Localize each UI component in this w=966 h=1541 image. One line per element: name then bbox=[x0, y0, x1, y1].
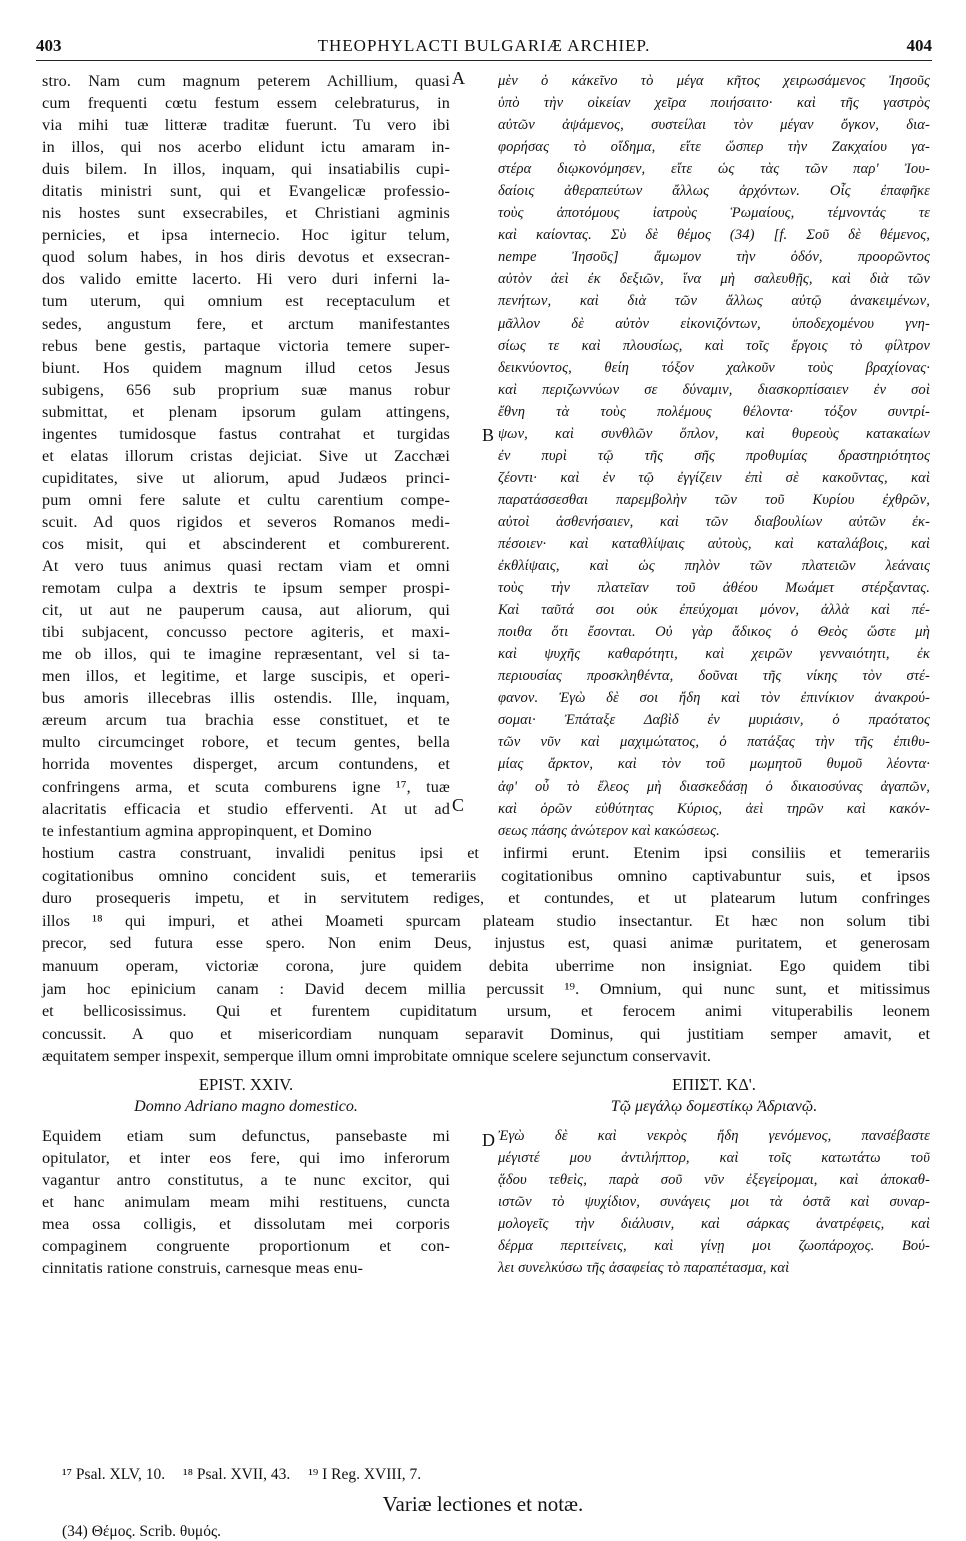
section-marker-a: A bbox=[452, 68, 465, 88]
latin-bottom-line: cinnitatis ratione construis, carnesque meas enu- bbox=[42, 1259, 364, 1278]
latin-top-line: æreum arcum tua brachia esse constituet, et te bbox=[42, 711, 450, 730]
latin-top-line: cit, ut aut ne pauperum causa, aut aliorum, qui bbox=[42, 601, 450, 620]
greek-top-line: αὐτοὶ ἀσθενήσαιεν, καὶ τῶν διαβουλίων αὐτῶν ἐκ- bbox=[498, 513, 930, 530]
greek-bottom-line: Ἐγὼ δὲ καὶ νεκρὸς ἤδη γενόμενος, πανσέβαστε bbox=[498, 1128, 930, 1144]
latin-bottom-line: et hanc animulam meam mihi restituens, cuncta bbox=[42, 1193, 450, 1212]
latin-bottom-line: Equidem etiam sum defunctus, pansebaste mi bbox=[42, 1127, 450, 1145]
latin-top-line: biunt. Hos quidem magnum illud cetos Jesus bbox=[42, 358, 450, 377]
latin-top-line: scuit. Ad quos rigidos et severos Romanos medi- bbox=[42, 512, 450, 531]
latin-column-bottom bbox=[42, 1125, 450, 1279]
latin-top-line: stro. Nam cum magnum peterem Achillium, quasi bbox=[42, 72, 450, 90]
variae-lectiones-heading: Variæ lectiones et notæ. bbox=[382, 1492, 584, 1516]
latin-top-line: At vero tuus animus quasi rectam viam et omni bbox=[42, 557, 450, 576]
latin-bottom-line: opitulator, et inter eos fere, qui imo inferorum bbox=[42, 1149, 450, 1168]
latin-top-line: dos valido emitte lacerto. Hi vero duri inferni la- bbox=[42, 270, 450, 289]
greek-top-line: μὲν ὁ κάκεῖνο τὸ μέγα κῆτος χειρωσάμενος Ἰησοῦς bbox=[498, 73, 930, 89]
latin-top-line: pernicies, et ipsa internecio. Hoc igitur telum, bbox=[42, 226, 450, 245]
greek-top-line: πέσοιεν· καὶ καταθλίψαις αὐτοὺς, καὶ καταλάβοις, καὶ bbox=[498, 535, 930, 552]
footnotes bbox=[62, 1466, 435, 1484]
greek-bottom-line: ιστῶν τὸ ψυχίδιον, συνάγεις μοι τὰ ὀστᾶ καὶ συναρ- bbox=[498, 1194, 930, 1211]
greek-top-line: δεικνύοντος, θείη τόξον χαλκοῦν τοὺς βραχίονας· bbox=[498, 359, 930, 376]
greek-top-line: σίως τε καὶ πλουσίως, καὶ τοῖς ἔργοις τὸ φίλτρον bbox=[498, 337, 930, 354]
greek-top-line: αὐτὸν ἀεὶ ἐκ δεξιῶν, ἵνα μὴ σαλευθῇς, καὶ διὰ τῶν bbox=[498, 271, 930, 288]
greek-top-line: ζέοντι· καὶ ἐν τῷ ἐγγίζειν ἐπὶ σὲ κακοῦντας, καὶ bbox=[498, 469, 930, 486]
page-number-left: 403 bbox=[36, 36, 62, 55]
greek-bottom-line: μολογεῖς τὴν διάλυσιν, καὶ σάρκας ἀνατρέφεις, καὶ bbox=[498, 1216, 930, 1233]
greek-top-line: ὑπὸ τὴν οἰκείαν χεῖρα ποιήσαιτο· καὶ τῆς γαστρὸς bbox=[498, 95, 930, 112]
latin-full-line: æquitatem semper inspexit, semperque illum omni improbitate omnique scelere sejunctum conservavit. bbox=[42, 1047, 711, 1066]
latin-top-line: me ob illos, qui te imagine repræsentant, vel si ta- bbox=[42, 645, 450, 664]
running-header bbox=[36, 36, 932, 61]
latin-epistle-title: EPIST. XXIV. bbox=[198, 1075, 294, 1094]
greek-top-line: φορήσας τὸ οἴδημα, εἴτε ὥσπερ τὴν Ζακχαίου γα- bbox=[498, 139, 930, 156]
page-number-right: 404 bbox=[906, 36, 932, 55]
latin-top-line: te infestantium agmina appropinquent, et Domino bbox=[42, 821, 372, 840]
latin-full-line: manuum operam, victoriæ corona, jure quidem debita uberrime non insigniat. Ego quidem tibi bbox=[42, 956, 930, 975]
latin-epistle-recipient: Domno Adriano magno domestico. bbox=[134, 1098, 358, 1115]
section-marker-c: C bbox=[452, 795, 465, 815]
latin-top-line: cum frequenti cœtu festum essem celebraturus, in bbox=[42, 94, 450, 113]
running-title: THEOPHYLACTI BULGARIÆ ARCHIEP. bbox=[317, 36, 651, 55]
latin-full-width-text bbox=[42, 842, 930, 1068]
greek-top-line: ποιθα ὅτι ἔσονται. Οὐ γὰρ ἄδικος ὁ Θεὸς ὥστε μὴ bbox=[498, 624, 930, 641]
footnote-19: ¹⁹ I Reg. XVIII, 7. bbox=[308, 1466, 422, 1483]
footnote-17: ¹⁷ Psal. XLV, 10. bbox=[62, 1466, 166, 1483]
latin-top-line: quod solum habes, in hos diris devotus et exsecran- bbox=[42, 248, 450, 267]
greek-top-line: καὶ ψυχῆς καθαρότητι, καὶ χειρῶν γενναιότητι, ἐκ bbox=[498, 646, 930, 663]
latin-top-line: ditatis ministri sunt, qui et Evangelicæ professio- bbox=[42, 182, 450, 201]
latin-top-line: nis hostes sunt exsecrabiles, et Christiani agminis bbox=[42, 204, 450, 223]
latin-top-line: men illos, et legitime, et large suscipis, et operi- bbox=[42, 667, 450, 686]
latin-top-line: multo circumcinget robore, et tecum gentes, bella bbox=[42, 733, 450, 752]
greek-top-line: ἀφ' οὗ τὸ ἔλεος μὴ διασκεδάσῃ ὁ δικαιοσύνας ἀγαπῶν, bbox=[498, 778, 930, 795]
latin-full-line: illos ¹⁸ qui impuri, et athei Moameti spurcam plateam studio insectantur. Et hæc non solum tibi bbox=[42, 911, 930, 930]
latin-column-top bbox=[42, 70, 450, 842]
greek-top-line: σεως πάσης ἀνώτερον καὶ κακώσεως. bbox=[498, 822, 720, 839]
latin-top-line: cos misit, qui et abscinderent et comburerent. bbox=[42, 534, 450, 553]
latin-bottom-line: compaginem congruente proportionum et con- bbox=[42, 1237, 450, 1256]
greek-epistle-recipient: Τῷ μεγάλῳ δομεστίκῳ Ἀδριανῷ. bbox=[610, 1098, 818, 1115]
greek-top-line: μίας ἄρκτον, καὶ τὸν τοῦ μωμητοῦ θυμοῦ λέοντα· bbox=[498, 756, 930, 773]
latin-full-line: concussit. A quo et misericordiam nunquam separavit Dominus, qui justitiam semper amavit, et bbox=[42, 1024, 930, 1043]
greek-top-line: αὐτῶν ἀψάμενος, συστείλαι τὸν μέγαν ὄγκον, δια- bbox=[498, 117, 930, 134]
latin-full-line: duro prosequeris impetu, et in servitutem rediges, et contundes, et ut platearum lutum confringes bbox=[42, 889, 930, 908]
greek-column-bottom bbox=[498, 1125, 930, 1279]
greek-top-line: σομαι· Ἐπάταξε Δαβὶδ ἐν μυριάσιν, ὁ πραότατος bbox=[498, 712, 930, 729]
greek-top-line: ἐν πυρὶ τῷ τῆς σῆς προθυμίας δραστηριότητος bbox=[498, 447, 930, 464]
latin-top-line: cupiditates, sive ut aliorum, apud Judæos princi- bbox=[42, 468, 450, 487]
latin-top-line: alacritatis efficacia et studio efferventi. At ut ad bbox=[42, 799, 450, 818]
latin-full-line: et bellicosissimus. Qui et furentem cupiditatum ursum, et ferocem animi vituperabilis leonem bbox=[42, 1002, 930, 1021]
latin-full-line: precor, sed futura esse spero. Non enim Deus, injustus est, quasi animæ puritatem, et generosam bbox=[42, 934, 930, 953]
latin-top-line: tum uterum, qui omnium est receptaculum et bbox=[42, 292, 450, 311]
greek-top-line: τῶν νῦν καὶ μαχιμώτατος, ὁ πατάξας τὴν τῆς ἐπιθυ- bbox=[498, 734, 930, 751]
latin-top-line: via mihi tuæ litteræ traditæ fuerunt. Tu vero ibi bbox=[42, 116, 450, 135]
latin-top-line: bus amoris illecebras illis ostendis. Ille, inquam, bbox=[42, 689, 450, 708]
latin-top-line: ingentes tumidosque fastus contrahat et turgidas bbox=[42, 424, 450, 443]
latin-top-line: remotam culpa a dextris te ipsum semper prospi- bbox=[42, 579, 450, 598]
greek-top-line: nempe Ἰησοῦς] ἄμωμον τὴν ὁδόν, προορῶντος bbox=[498, 249, 930, 266]
greek-top-line: καὶ καίοντας. Σὺ δὲ θέμος (34) [f. Σοῦ δὲ θέμενος, bbox=[498, 227, 930, 244]
greek-top-line: πενήτων, καὶ διὰ τῶν ἄλλως αὐτῷ ἀνακειμένων, bbox=[498, 293, 930, 310]
greek-top-line: παρατάσσεσθαι παρεμβολὴν τῶν τοῦ Κυρίου ἐχθρῶν, bbox=[498, 491, 930, 508]
latin-top-line: subigens, 656 sub proprium suæ manus robur bbox=[42, 380, 450, 399]
greek-top-line: καὶ περιζωννύων σε δύναμιν, διασκορπίσαιεν ἐν σοὶ bbox=[498, 381, 930, 398]
greek-top-line: δαίοις ἀθεραπεύτων ἄλλως ἀρχόντων. Οἷς ἐπαφῆκε bbox=[498, 183, 930, 200]
greek-top-line: καὶ ὁρῶν εὐθύτητας Κύριος, ἀεὶ τηρῶν καὶ κακόν- bbox=[498, 800, 930, 817]
latin-top-line: submittat, et plenam ipsorum gulam attingens, bbox=[42, 402, 450, 421]
greek-top-line: στέρα διῳκονόμησεν, εἴτε ὡς τὰς τῶν παρ' Ἰου- bbox=[498, 161, 930, 178]
latin-top-line: rebus bene gestis, partaque victoria temere super- bbox=[42, 336, 450, 355]
latin-bottom-line: mea ossa colligis, et dissolutam mei corporis bbox=[42, 1215, 450, 1234]
latin-full-line: cogitationibus omnino concident suis, et temerariis cogitationibus omnino captivabuntur suis, et ipsos bbox=[42, 866, 930, 885]
latin-bottom-line: vagantur antro constitutus, a te nunc excitor, qui bbox=[42, 1171, 450, 1190]
greek-top-line: τοὺς τὴν πλατεῖαν τοῦ ἀθέου Μωάμετ στέρξαντας. bbox=[498, 580, 930, 597]
note-34: (34) Θέμος. Scrib. θυμός. bbox=[62, 1523, 221, 1540]
latin-top-line: pum omni fere salute et cultu carentium compe- bbox=[42, 490, 450, 509]
greek-bottom-line: λει συνελκύσω τῆς ἀσαφείας τὸ παραπέτασμα, καὶ bbox=[498, 1260, 790, 1277]
latin-top-line: et elatas illorum cristas dejiciat. Sive ut Zacchæi bbox=[42, 446, 450, 465]
greek-top-line: Καὶ ταῦτά σοι οὐκ ἐπεύχομαι μόνον, ἀλλὰ καὶ πέ- bbox=[498, 602, 930, 619]
section-marker-d: D bbox=[482, 1130, 495, 1150]
greek-top-line: ψων, καὶ συνθλῶν ὅπλον, καὶ θυρεοὺς κατακαίων bbox=[498, 425, 930, 442]
latin-full-line: jam hoc epinicium canam : David decem millia percussit ¹⁹. Omnium, qui nunc sunt, et mitissimus bbox=[42, 979, 930, 998]
greek-column-top bbox=[498, 70, 930, 842]
greek-epistle-title: ΕΠΙΣΤ. ΚΔ'. bbox=[672, 1075, 756, 1094]
greek-bottom-line: ᾅδου τεθεὶς, παρὰ σοῦ νῦν ἐξεγείρομαι, καὶ ἀποκαθ- bbox=[498, 1172, 930, 1189]
greek-bottom-line: δέρμα περιτείνεις, καὶ γίνῃ μοι ζωοπάροχος. Βού- bbox=[498, 1238, 930, 1255]
greek-bottom-line: μέγιστέ μου ἀντιλήπτορ, καὶ τοῖς κατωτάτω τοῦ bbox=[498, 1150, 930, 1167]
greek-top-line: ἔθνη τὰ τοὺς πολέμους θέλοντα· τόξον συντρί- bbox=[498, 403, 930, 420]
latin-top-line: horrida moventes disperget, arcum contundens, et bbox=[42, 755, 450, 774]
greek-top-line: μᾶλλον δὲ αὐτὸν εἰκονιζόντων, ὑποδεχομένου γνη- bbox=[498, 315, 930, 332]
greek-top-line: τοὺς ἀποτόμους ἰατροὺς Ῥωμαίους, τέμνοντάς τε bbox=[498, 205, 930, 222]
latin-full-line: hostium castra construant, invalidi penitus ipsi et infirmi erunt. Etenim ipsi consiliis et temerariis bbox=[42, 844, 930, 862]
latin-top-line: duis bilem. In illos, inquam, qui insatiabilis cupi- bbox=[42, 160, 450, 179]
greek-top-line: περιουσίας προσκληθέντα, δοῦναι τῆς νίκης τὸν στέ- bbox=[498, 668, 930, 685]
latin-top-line: confringens arma, et scuta comburens igne ¹⁷, tuæ bbox=[42, 777, 450, 796]
greek-top-line: ἐκθλίψαις, καὶ ὡς πηλὸν τῶν πλατειῶν λεάναις bbox=[498, 558, 930, 575]
latin-top-line: tibi subjacent, concusso pectore agiteris, et maxi- bbox=[42, 623, 450, 642]
footnote-18: ¹⁸ Psal. XVII, 43. bbox=[182, 1466, 291, 1483]
latin-top-line: in illos, qui nos acerbo elidunt ictu amaram in- bbox=[42, 138, 450, 157]
latin-top-line: sedes, angustum fere, et arctum manifestantes bbox=[42, 314, 450, 333]
section-marker-b: B bbox=[482, 425, 495, 445]
greek-top-line: φανον. Ἐγὼ δὲ σοι ἤδη καὶ τὸν ἐπινίκιον ἀνακρού- bbox=[498, 690, 930, 707]
